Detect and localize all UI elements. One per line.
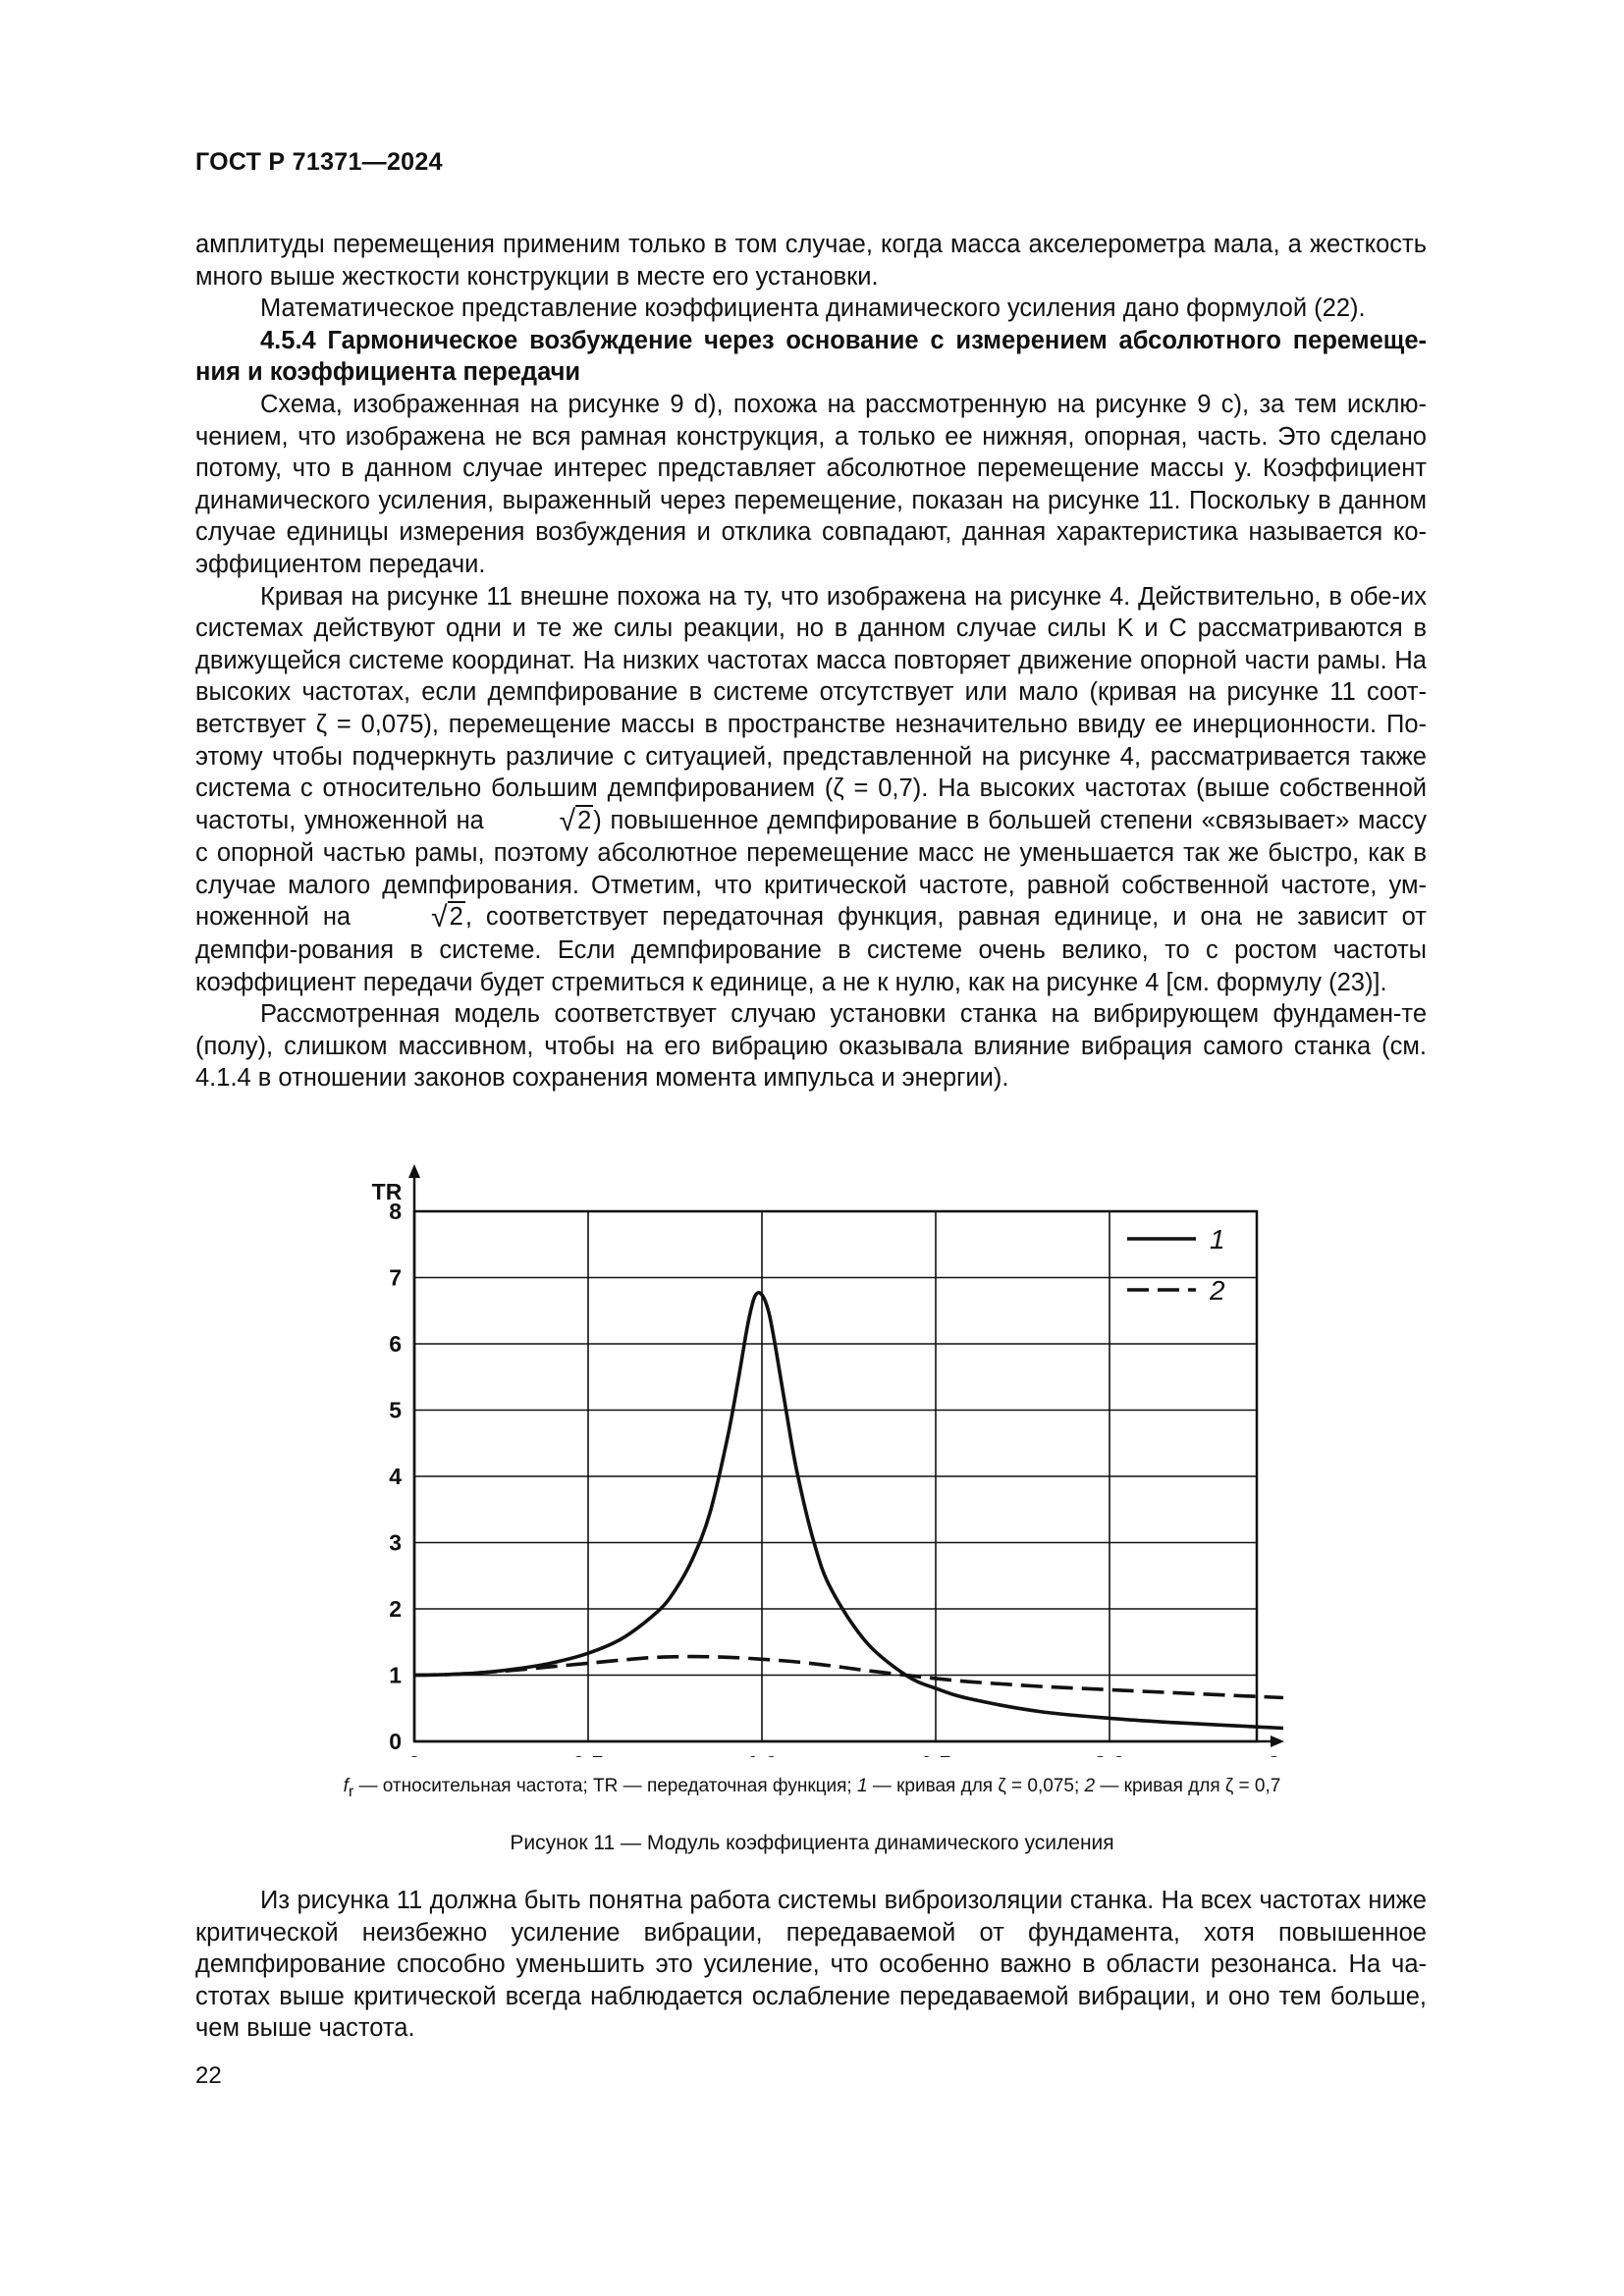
x-tick-label [408,1751,421,1757]
section-heading-4-5-4: 4.5.4 Гармоническое возбуждение через основание с измерением абсолютного перемеще-ния и коэффициента передачи [195,326,1427,387]
legend-label-2: 2 [1210,1275,1225,1306]
legend-label-1: 1 [1210,1224,1225,1255]
curve-text-part2: ) повышенное демпфирование в большей степени «связывает» массу с опорной частью рамы, поэтому абсолютное перемещение масс не уменьшается так же быстро, как в случае малого демпфирования. Отметим, что критической частоте, равной собственной частоте, ум-ноженной на [195,806,1427,932]
sqrt-two-symbol-1: √2 [559,804,592,837]
top-text-block [195,229,1427,1095]
document-header: ГОСТ Р 71371—2024 [195,148,443,176]
x-tick-label [920,1751,951,1757]
x-tick-label [572,1751,604,1757]
paragraph-continuation: амплитуды перемещения применим только в том случае, когда масса акселерометра мала, а жесткость много выше жесткости конструкции в месте его установки. [195,231,1427,291]
y-tick-label: 5 [389,1397,402,1423]
y-tick-label: 3 [389,1529,402,1556]
y-tick-label: 4 [389,1464,402,1489]
x-axis-arrow-icon [1271,1735,1284,1747]
y-axis-arrow-icon [408,1164,420,1178]
figure-11 [344,1148,1286,1757]
x-tick-label [746,1751,778,1757]
paragraph-scheme: Схема, изображенная на рисунке 9 d), похожа на рассмотренную на рисунке 9 с), за тем исклю-чением, что изображена не вся рамная конструкция, а только ее нижняя, опорная, часть. Это сделано потому, что в данном случае интерес представляет абсолютное перемещение массы y. Коэффициент динамического усиления, выраженный через перемещение, показан на рисунке 11. Поскольку в данном случае единицы измерения возбуждения и отклика совпадают, данная характеристика называется ко-эффициентом передачи. [195,390,1427,578]
paragraph-formula-ref: Математическое представление коэффициента динамического усиления дано формулой (22). [260,294,1366,323]
paragraph-conclusion: Из рисунка 11 должна быть понятна работа системы виброизоляции станка. На всех частотах ниже критической неизбежно усиление вибрации, передаваемой от фундамента, хотя повышенное демпфирование способно уменьшить это усиление, что особенно важно в области резонанса. На ча-стотах выше критической всегда наблюдается ослабление передаваемой вибрации, и оно тем больше, чем выше частота. [195,1887,1427,2043]
paragraph-model: Рассмотренная модель соответствует случаю установки станка на вибрирующем фундамен-те (полу), слишком массивном, чтобы на его вибрацию оказывала влияние вибрация самого станка (см. 4.1.4 в отношении законов сохранения момента импульса и энергии). [195,1000,1427,1093]
y-tick-label: 1 [389,1662,402,1688]
figure-title: Рисунок 11 — Модуль коэффициента динамического усиления [510,1832,1114,1854]
series-line-1 [414,1293,1283,1729]
y-tick-label: 0 [389,1729,402,1754]
paragraph-curve [195,581,1427,999]
curve-text-part3: , соответствует передаточная функция, равная единице, и она не зависит от демпфи-рования в системе. Если демпфирование в системе очень велико, то с ростом частоты коэффициент передачи будет стремиться к единице, а не к нулю, как на рисунке 4 [см. формулу (23)]. [195,903,1427,996]
curve-text-part1: Кривая на рисунке 11 внешне похожа на ту, что изображена на рисунке 4. Действительно, в обе-их системах действуют одни и те же силы реакции, но в данном случае силы K и C рассматриваются в движущейся системе координат. На низких частотах масса повторяет движение опорной части рамы. На высоких частотах, если демпфирование в системе отсутствует или мало (кривая на рисунке 11 соот-ветствует ζ = 0,075), перемещение массы в пространстве незначительно ввиду ее инерционности. По-этому чтобы подчеркнуть различие с ситуацией, представленной на рисунке 4, рассматривается также система с относительно большим демпфированием (ζ = 0,7). На высоких частотах (выше собственной частоты, умноженной на [195,582,1427,834]
y-tick-label: 6 [389,1331,402,1357]
y-axis-label: TR [371,1179,403,1204]
y-tick-label: 7 [389,1264,402,1291]
bottom-text-block [195,1885,1427,2045]
sqrt-two-symbol-2: √2 [431,901,463,934]
page-number: 22 [195,2062,222,2089]
transmissibility-chart [344,1148,1286,1757]
y-tick-label: 2 [389,1596,402,1622]
x-tick-label [1094,1751,1125,1757]
figure-legend-caption: $f_r$ — относительная частота; TR — передаточная функция; 1 — кривая для ζ = 0,075; 2 — кривая для ζ = 0,7 [343,1776,1281,1800]
y-tick-label: 8 [389,1199,402,1224]
